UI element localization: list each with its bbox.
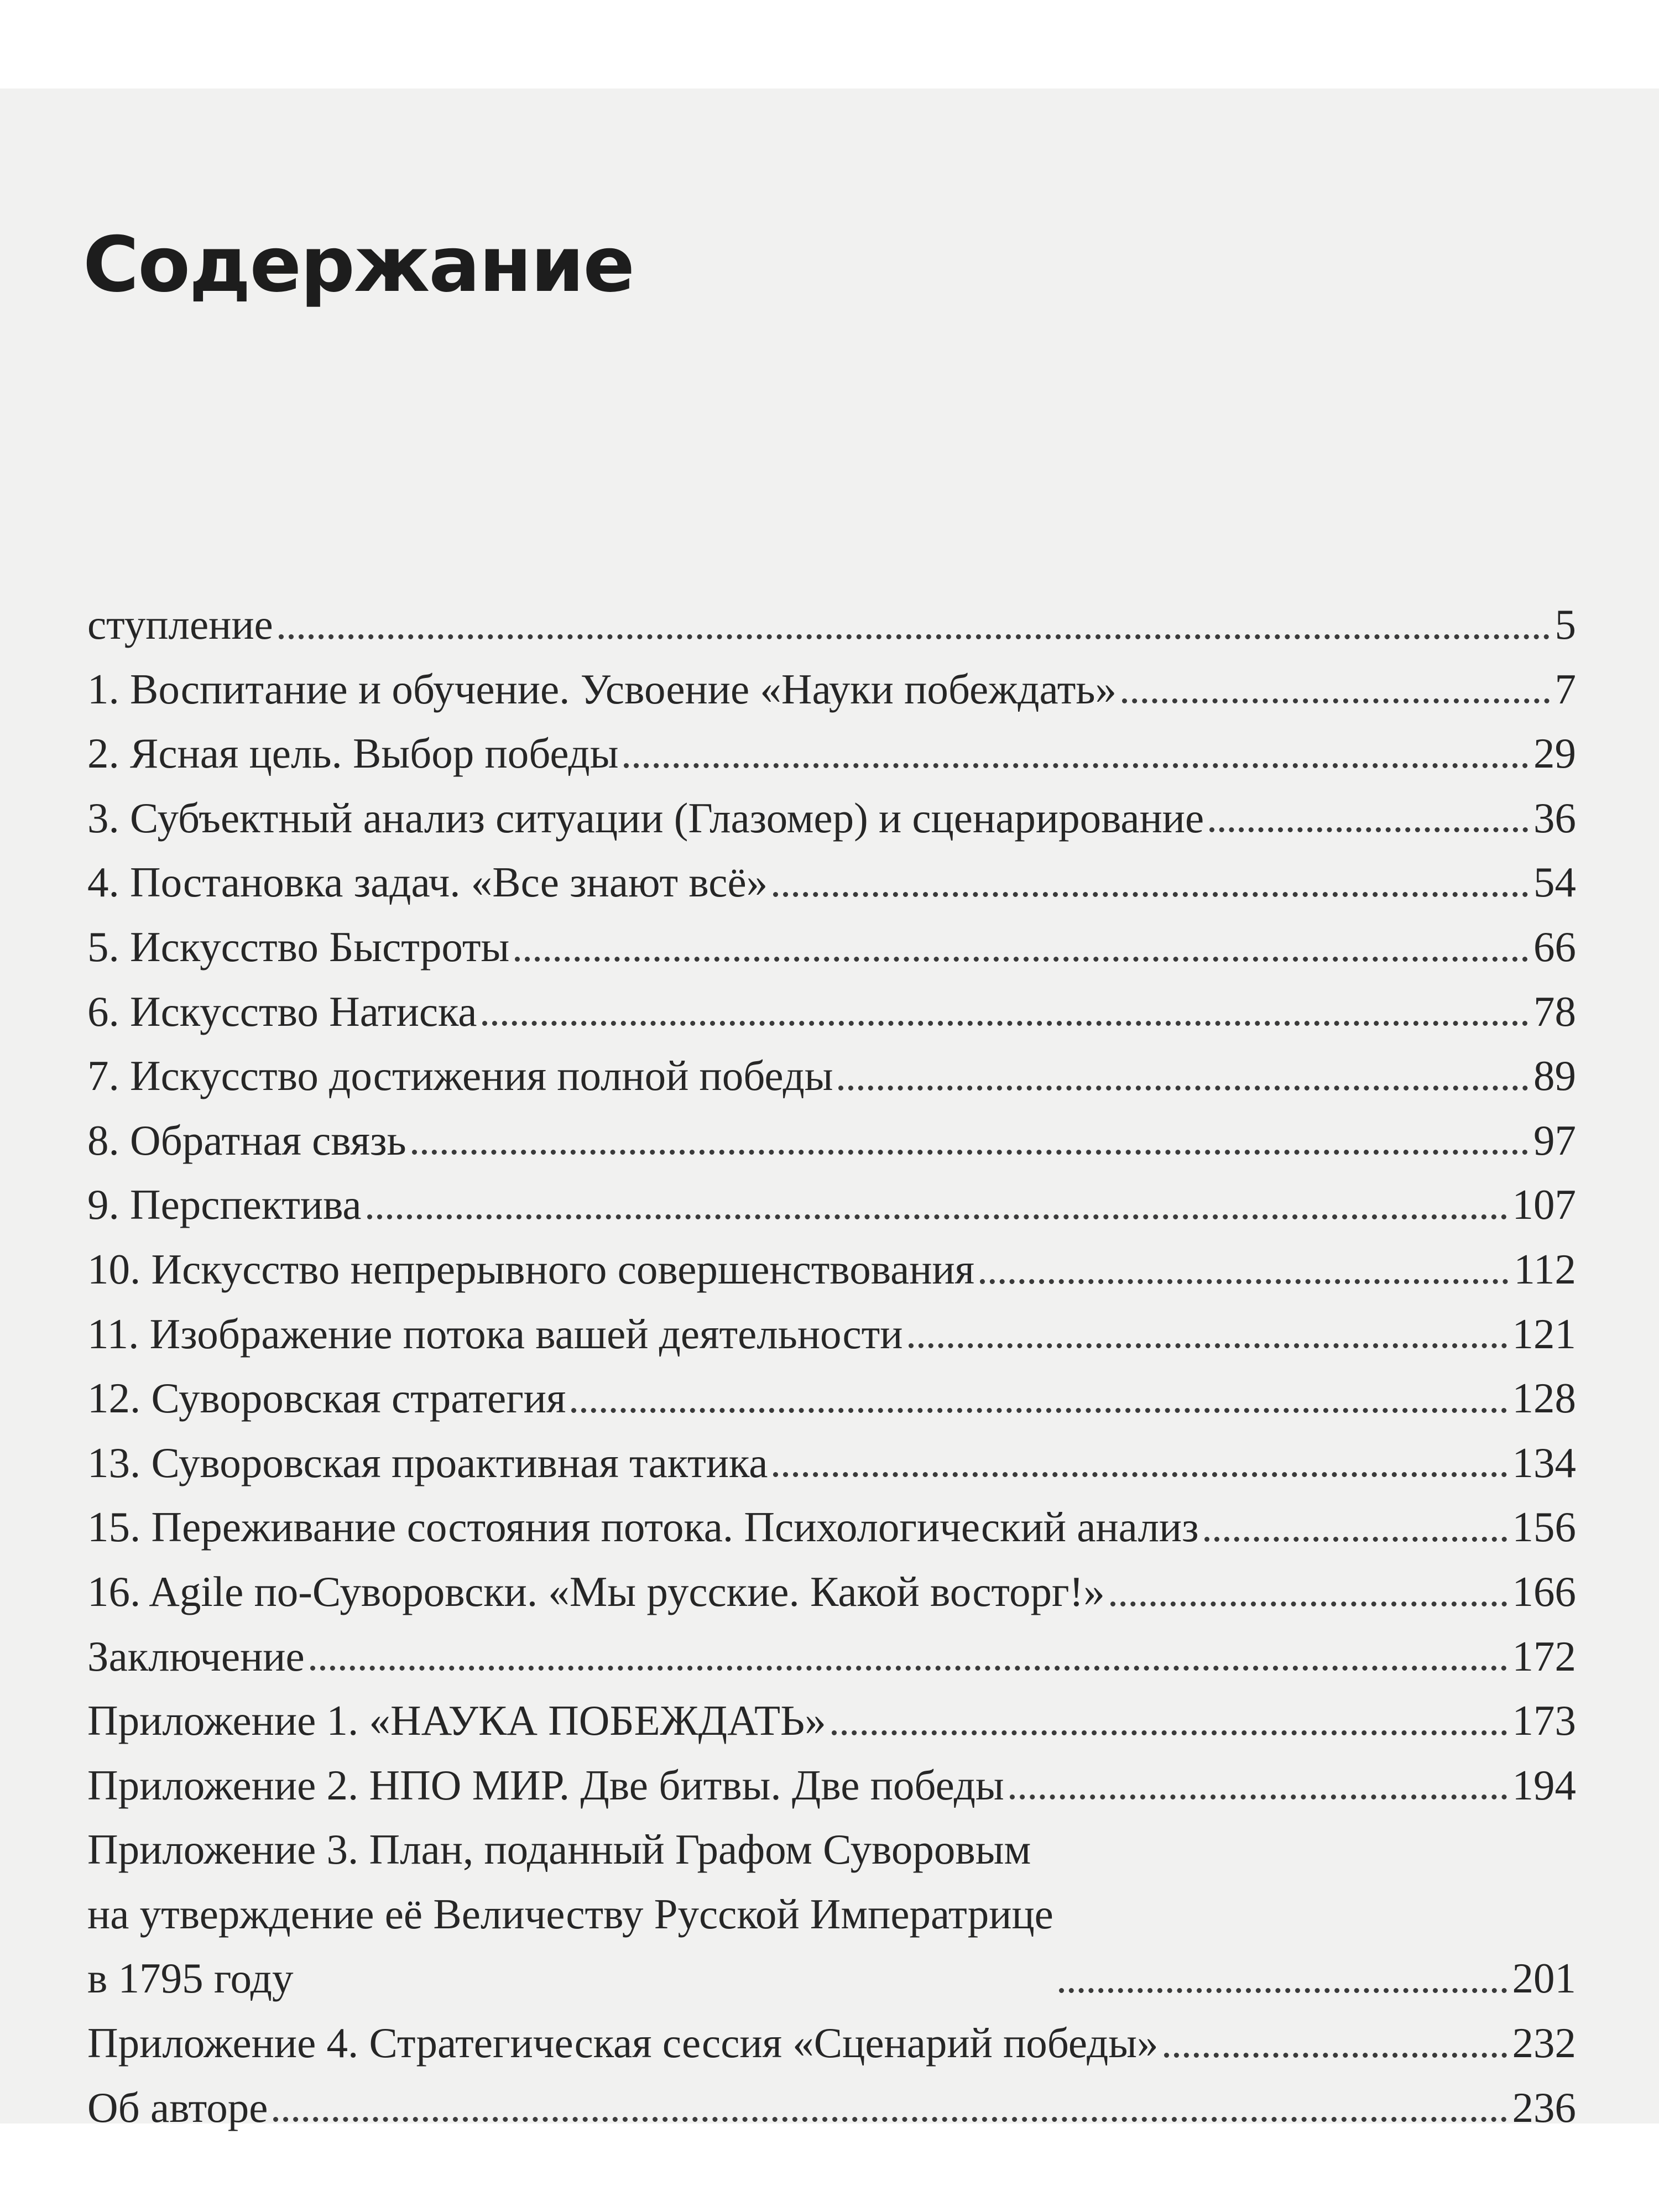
book-page [0, 88, 1659, 2131]
toc-entry-title: 13. Суворовская проактивная тактика [87, 1438, 768, 1486]
toc-entry-page: 29 [1533, 729, 1576, 778]
toc-entry-title: 2. Ясная цель. Выбор победы [87, 729, 619, 778]
dot-leader [909, 1343, 1507, 1348]
toc-entry [87, 1302, 1576, 1366]
toc-entry-title: Приложение 4. Стратегическая сессия «Сценарий победы» [87, 2019, 1159, 2067]
dot-leader [571, 1408, 1506, 1413]
toc-entry [87, 1237, 1576, 1302]
toc-entry-page: 166 [1512, 1567, 1576, 1615]
toc-entry-title: 5. Искусство Быстроты [87, 922, 510, 971]
toc-entry [87, 1495, 1576, 1559]
toc-entry-page: 232 [1512, 2019, 1576, 2067]
toc-entry-title: 12. Суворовская стратегия [87, 1374, 566, 1422]
toc-entry-page: 134 [1512, 1438, 1576, 1486]
dot-leader [1204, 1537, 1507, 1542]
toc-title: Содержание [83, 220, 634, 309]
toc-entry-title: 15. Переживание состояния потока. Психологический анализ [87, 1503, 1199, 1551]
toc-entry-page: 66 [1533, 922, 1576, 971]
toc-entry-title: 1. Воспитание и обучение. Усвоение «Науки побеждать» [87, 665, 1117, 713]
toc-entry [87, 1431, 1576, 1495]
toc-entry-title: Приложение 2. НПО МИР. Две битвы. Две победы [87, 1761, 1004, 1809]
toc-entry-title: 8. Обратная связь [87, 1116, 406, 1164]
dot-leader [1122, 698, 1549, 703]
toc-entry [87, 657, 1576, 722]
dot-leader [482, 1021, 1528, 1026]
toc-entry-title: 4. Постановка задач. «Все знают всё» [87, 858, 768, 906]
dot-leader [1059, 1988, 1507, 1993]
toc-entry-title-line: в 1795 году [87, 1954, 294, 2002]
toc-entry-title-line: Приложение 3. План, поданный Графом Суворовым [87, 1825, 1031, 1874]
toc-entry-page: 54 [1533, 858, 1576, 906]
dot-leader [624, 763, 1528, 768]
toc-entry-page: 89 [1533, 1052, 1576, 1100]
dot-leader [1164, 2053, 1507, 2058]
dot-leader [273, 2117, 1506, 2122]
dot-leader [1110, 1601, 1507, 1606]
toc-entry [87, 1044, 1576, 1108]
toc-entry [87, 850, 1576, 915]
toc-entry-page: 36 [1533, 794, 1576, 842]
dot-leader [773, 1472, 1506, 1477]
toc-entry [87, 1817, 1576, 2011]
dot-leader [1209, 827, 1528, 832]
toc-entry-title: 9. Перспектива [87, 1181, 362, 1229]
toc-entry-page: 194 [1512, 1761, 1576, 1809]
toc-entry-page: 112 [1514, 1245, 1576, 1293]
toc-entry-title: 10. Искусство непрерывного совершенствования [87, 1245, 975, 1293]
toc-entry-title: 7. Искусство достижения полной победы [87, 1052, 833, 1100]
toc-entry [87, 721, 1576, 786]
toc-entry-page: 78 [1533, 987, 1576, 1035]
toc-entry-title: Об авторе [87, 2083, 268, 2131]
toc-entry-page: 236 [1512, 2083, 1576, 2131]
toc-entry-title: 11. Изображение потока вашей деятельности [87, 1310, 903, 1358]
dot-leader [838, 1086, 1528, 1091]
toc-entry [87, 786, 1576, 851]
toc-entry-page: 173 [1512, 1697, 1576, 1745]
dot-leader [773, 892, 1528, 897]
toc-entry [87, 1108, 1576, 1173]
toc-entry [87, 2075, 1576, 2140]
dot-leader [1010, 1794, 1507, 1799]
dot-leader [412, 1150, 1528, 1155]
toc-entry [87, 1688, 1576, 1753]
toc-entry-page: 97 [1533, 1116, 1576, 1164]
toc-entry [87, 979, 1576, 1044]
toc-entry-title: Приложение 1. «НАУКА ПОБЕЖДАТЬ» [87, 1697, 826, 1745]
toc-entry-title: 6. Искусство Натиска [87, 987, 477, 1035]
dot-leader [832, 1730, 1507, 1735]
toc-entry [87, 915, 1576, 979]
toc-entry-page: 7 [1554, 665, 1576, 713]
toc-entry-title: 16. Agile по-Суворовски. «Мы русские. Какой восторг!» [87, 1567, 1105, 1615]
toc-entry-title: 3. Субъектный анализ ситуации (Глазомер) и сценарирование [87, 794, 1204, 842]
dot-leader [279, 634, 1550, 639]
toc-entry-page: 172 [1512, 1632, 1576, 1680]
dot-leader [515, 957, 1528, 962]
toc-entry-page: 107 [1512, 1181, 1576, 1229]
toc-entry-title: ступление [87, 601, 273, 648]
toc-entry-title-line: на утверждение её Величеству Русской Императрице [87, 1890, 1053, 1938]
dot-leader [367, 1214, 1507, 1219]
toc-entry-page: 128 [1512, 1374, 1576, 1422]
dot-leader [980, 1279, 1508, 1284]
toc-entry [87, 1624, 1576, 1689]
toc-entry [87, 2011, 1576, 2075]
toc-entry-title: Заключение [87, 1632, 305, 1680]
toc-entry [87, 1559, 1576, 1624]
toc-entry-page: 121 [1512, 1310, 1576, 1358]
toc-entry [87, 1172, 1576, 1237]
toc-entry-page: 5 [1554, 601, 1576, 648]
toc-list [87, 592, 1576, 2140]
toc-entry-page: 156 [1512, 1503, 1576, 1551]
toc-entry-title [87, 1817, 1053, 2011]
dot-leader [310, 1666, 1507, 1671]
toc-entry [87, 592, 1576, 657]
toc-entry [87, 1753, 1576, 1818]
toc-entry-page: 201 [1512, 1954, 1576, 2002]
toc-entry [87, 1366, 1576, 1431]
